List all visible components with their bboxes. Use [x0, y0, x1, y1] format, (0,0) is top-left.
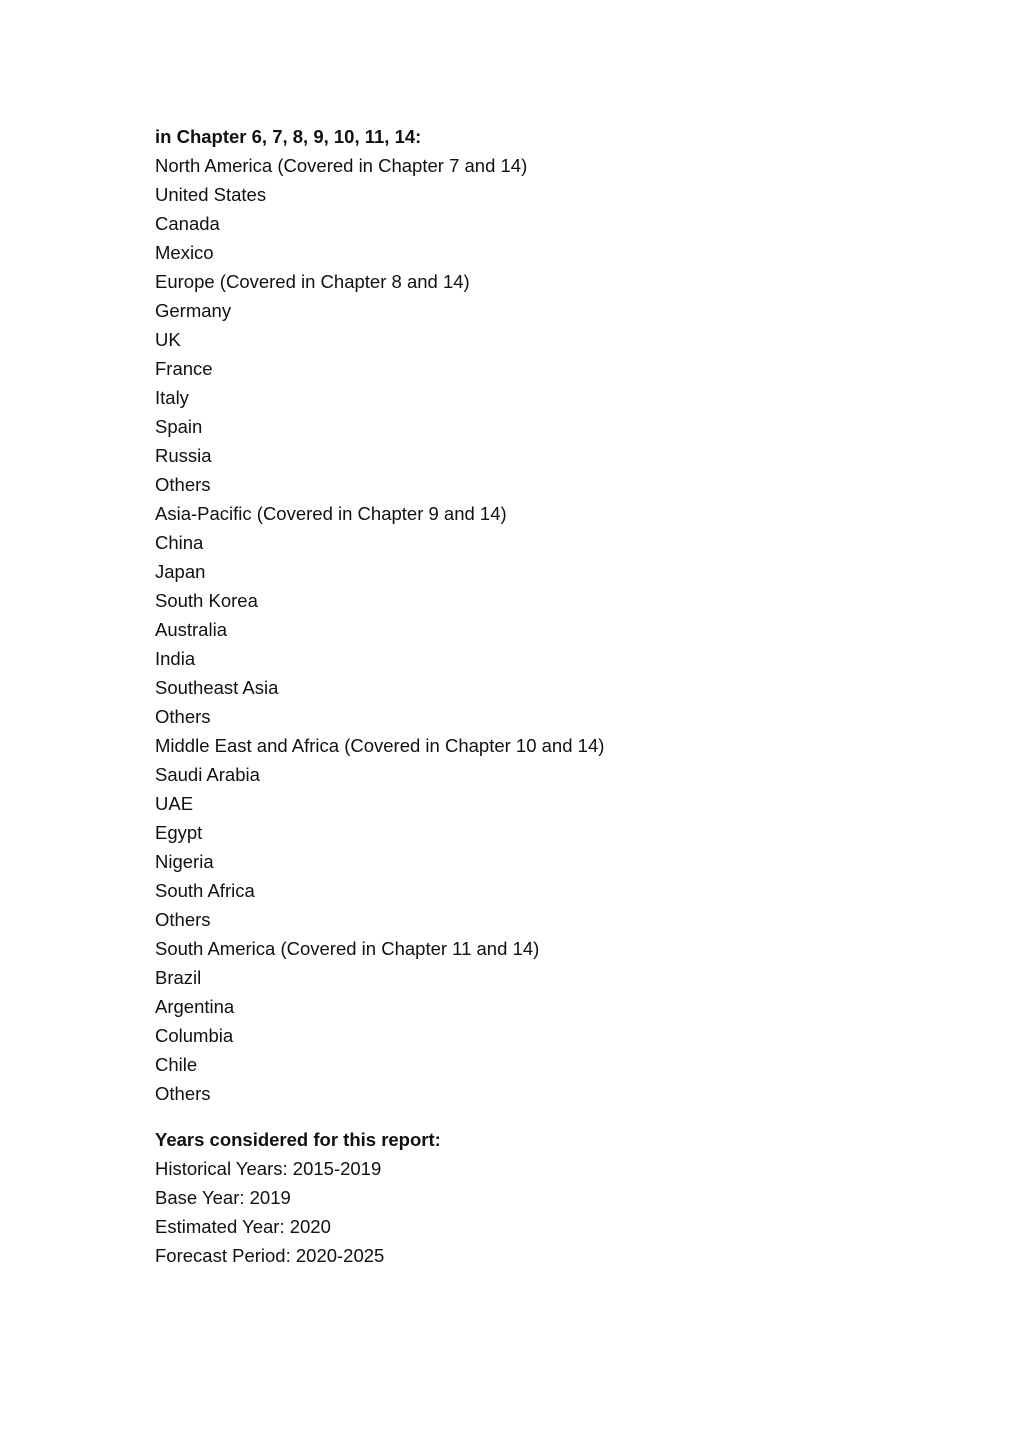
region-item: Mexico [155, 242, 214, 263]
region-item: Others [155, 1083, 211, 1104]
region-item: South America (Covered in Chapter 11 and 14) [155, 938, 540, 959]
region-item: North America (Covered in Chapter 7 and 14) [155, 155, 528, 176]
region-item: Russia [155, 445, 212, 466]
region-item: UAE [155, 793, 194, 814]
years-list [155, 1154, 935, 1270]
year-item: Estimated Year: 2020 [155, 1216, 331, 1237]
region-item: India [155, 648, 196, 669]
year-item: Forecast Period: 2020-2025 [155, 1245, 385, 1266]
region-item: UK [155, 329, 181, 350]
years-section [155, 1125, 935, 1270]
regions-list [155, 151, 935, 1108]
year-item: Base Year: 2019 [155, 1187, 291, 1208]
region-item: Brazil [155, 967, 202, 988]
year-item: Historical Years: 2015-2019 [155, 1158, 382, 1179]
region-item: Others [155, 474, 211, 495]
document-page [155, 122, 935, 1270]
region-item: South Africa [155, 880, 255, 901]
region-item: Canada [155, 213, 220, 234]
region-item: Egypt [155, 822, 203, 843]
region-item: Germany [155, 300, 232, 321]
region-item: South Korea [155, 590, 258, 611]
region-item: Southeast Asia [155, 677, 279, 698]
regions-section [155, 122, 935, 1108]
region-item: Others [155, 706, 211, 727]
region-item: China [155, 532, 204, 553]
region-item: Saudi Arabia [155, 764, 260, 785]
region-item: Chile [155, 1054, 198, 1075]
region-item: Australia [155, 619, 227, 640]
years-heading: Years considered for this report: [155, 1129, 441, 1150]
region-item: Others [155, 909, 211, 930]
region-item: Spain [155, 416, 203, 437]
regions-heading: in Chapter 6, 7, 8, 9, 10, 11, 14: [155, 126, 422, 147]
region-item: United States [155, 184, 267, 205]
region-item: Middle East and Africa (Covered in Chapter 10 and 14) [155, 735, 605, 756]
region-item: France [155, 358, 213, 379]
region-item: Argentina [155, 996, 235, 1017]
region-item: Europe (Covered in Chapter 8 and 14) [155, 271, 470, 292]
region-item: Asia-Pacific (Covered in Chapter 9 and 14) [155, 503, 507, 524]
region-item: Nigeria [155, 851, 214, 872]
region-item: Italy [155, 387, 189, 408]
region-item: Columbia [155, 1025, 234, 1046]
region-item: Japan [155, 561, 206, 582]
